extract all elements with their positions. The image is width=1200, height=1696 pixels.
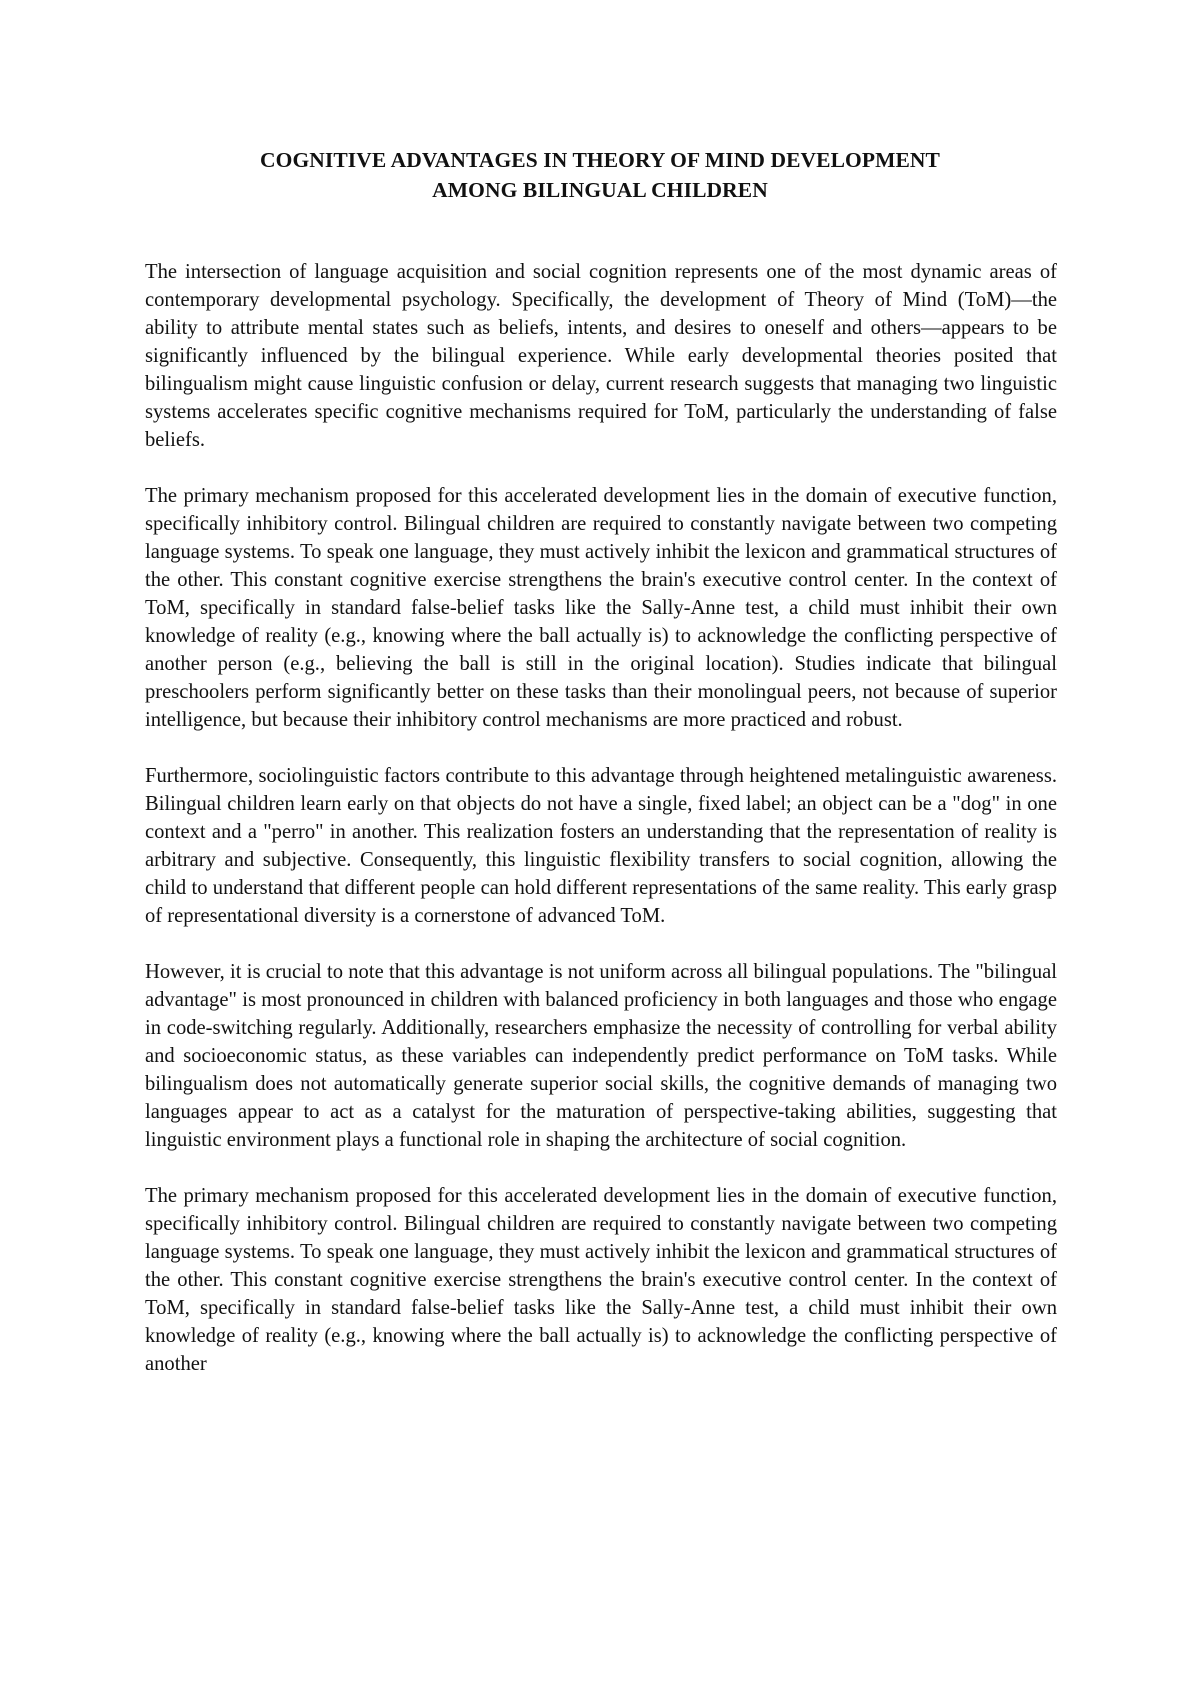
document-body [145,258,1057,1553]
paragraph-metalinguistic-awareness: Furthermore, sociolinguistic factors contribute to this advantage through heightened metalinguistic awareness. Bilingual children learn early on that objects do not have a single, fixed label; an object can be a "dog" in one context and a "perro" in another. This realization fosters an understanding that the representation of reality is arbitrary and subjective. Consequently, this linguistic flexibility transfers to social cognition, allowing the child to understand that different people can hold different representations of the same reality. This early grasp of representational diversity is a cornerstone of advanced ToM. [145,765,1057,927]
paragraph-limitations: However, it is crucial to note that this advantage is not uniform across all bilingual populations. The "bilingual advantage" is most pronounced in children with balanced proficiency in both languages and those who engage in code-switching regularly. Additionally, researchers emphasize the necessity of controlling for verbal ability and socioeconomic status, as these variables can independently predict performance on ToM tasks. While bilingualism does not automatically generate superior social skills, the cognitive demands of managing two languages appear to act as a catalyst for the maturation of perspective-taking abilities, suggesting that linguistic environment plays a functional role in shaping the architecture of social cognition. [145,961,1057,1151]
title-line-1: COGNITIVE ADVANTAGES IN THEORY OF MIND DEVELOPMENT [260,148,940,172]
paragraph-intro: The intersection of language acquisition and social cognition represents one of the most dynamic areas of contemporary developmental psychology. Specifically, the development of Theory of Mind (ToM)—the ability to attribute mental states such as beliefs, intents, and desires to oneself and others—appears to be significantly influenced by the bilingual experience. While early developmental theories posited that bilingualism might cause linguistic confusion or delay, current research suggests that managing two linguistic systems accelerates specific cognitive mechanisms required for ToM, particularly the understanding of false beliefs. [145,261,1057,451]
paragraph-executive-function: The primary mechanism proposed for this accelerated development lies in the domain of executive function, specifically inhibitory control. Bilingual children are required to constantly navigate between two competing language systems. To speak one language, they must actively inhibit the lexicon and grammatical structures of the other. This constant cognitive exercise strengthens the brain's executive control center. In the context of ToM, specifically in standard false-belief tasks like the Sally-Anne test, a child must inhibit their own knowledge of reality (e.g., knowing where the ball actually is) to acknowledge the conflicting perspective of another person (e.g., believing the ball is still in the original location). Studies indicate that bilingual preschoolers perform significantly better on these tasks than their monolingual peers, not because of superior intelligence, but because their inhibitory control mechanisms are more practiced and robust. [145,485,1057,731]
title-line-2: AMONG BILINGUAL CHILDREN [432,178,768,202]
document-title [130,145,1070,205]
paragraph-executive-function-repeat: The primary mechanism proposed for this accelerated development lies in the domain of executive function, specifically inhibitory control. Bilingual children are required to constantly navigate between two competing language systems. To speak one language, they must actively inhibit the lexicon and grammatical structures of the other. This constant cognitive exercise strengthens the brain's executive control center. In the context of ToM, specifically in standard false-belief tasks like the Sally-Anne test, a child must inhibit their own knowledge of reality (e.g., knowing where the ball actually is) to acknowledge the conflicting perspective of another [145,1185,1057,1375]
